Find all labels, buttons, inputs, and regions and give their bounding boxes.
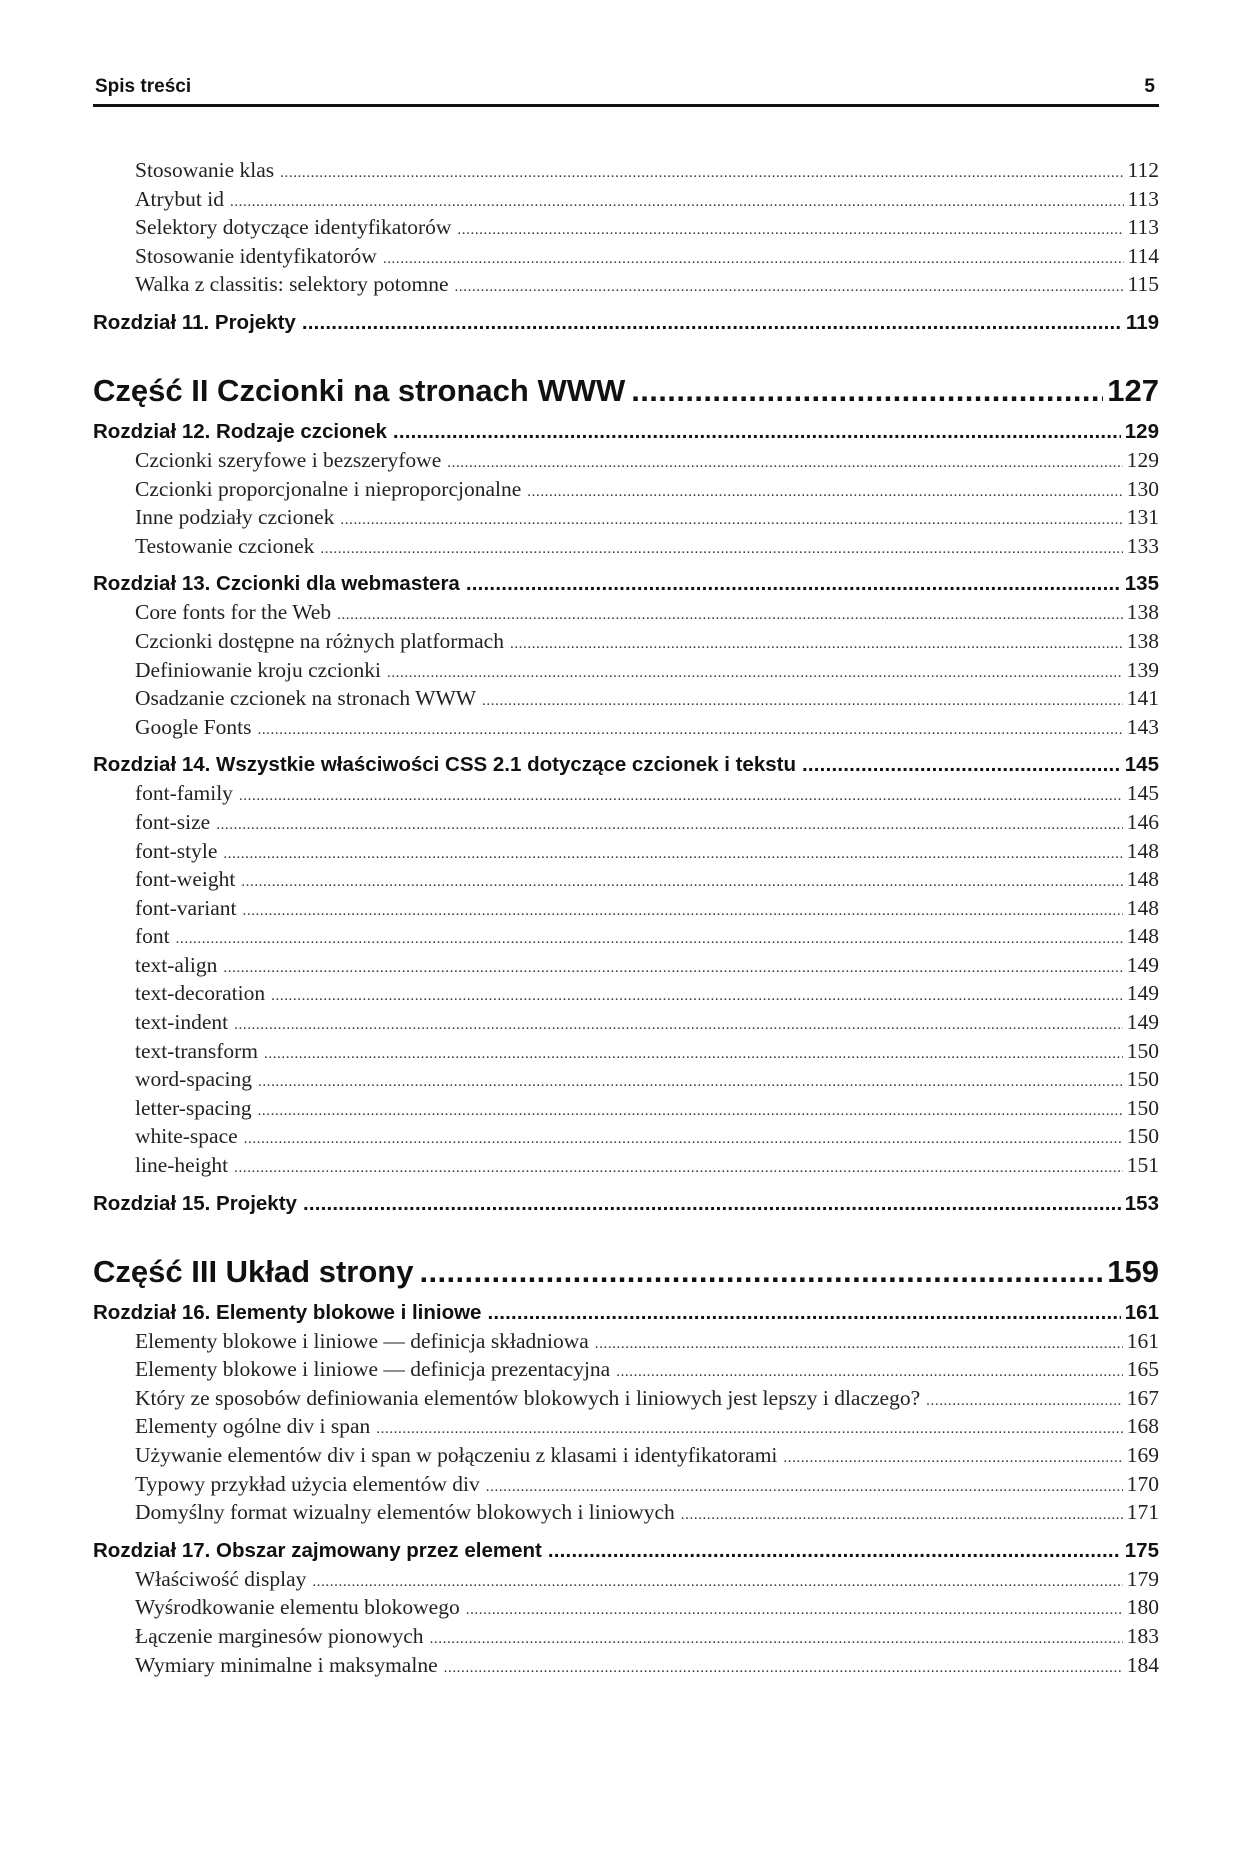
toc-entry-title: Wymiary minimalne i maksymalne — [135, 1652, 438, 1677]
dot-leader — [230, 188, 1124, 217]
toc-entry-title: Wyśrodkowanie elementu blokowego — [135, 1595, 460, 1620]
toc-entry-page-number: 141 — [1126, 686, 1159, 711]
dot-leader — [510, 630, 1123, 659]
toc-entry — [93, 213, 1159, 242]
toc-chapter-page-number: 119 — [1125, 310, 1159, 334]
toc-entry-page-number: 150 — [1126, 1124, 1159, 1149]
toc-entry — [93, 1327, 1159, 1356]
toc-entry-title: text-align — [135, 952, 218, 977]
toc-entry — [93, 1498, 1159, 1527]
toc-chapter-page-number: 135 — [1124, 572, 1159, 596]
toc-entry-title: font-style — [135, 838, 218, 863]
toc-entry-title: letter-spacing — [135, 1095, 252, 1120]
toc-entry-page-number: 148 — [1126, 838, 1159, 863]
toc-entry — [93, 185, 1159, 214]
toc-entry — [93, 1008, 1159, 1037]
toc-entry — [93, 446, 1159, 475]
toc-entry-page-number: 138 — [1126, 600, 1159, 625]
toc-entry — [93, 598, 1159, 627]
toc-entry — [93, 1441, 1159, 1470]
toc-entry — [93, 1651, 1159, 1680]
toc-entry-title: font-weight — [135, 867, 236, 892]
toc-entry — [93, 270, 1159, 299]
dot-leader — [487, 1298, 1120, 1327]
toc-entry-page-number: 113 — [1127, 215, 1159, 240]
dot-leader — [457, 216, 1123, 245]
toc-entry-title: Definiowanie kroju czcionki — [135, 657, 381, 682]
toc-entry-page-number: 161 — [1126, 1328, 1159, 1353]
toc-entry-title: Czcionki proporcjonalne i nieproporcjonalne — [135, 476, 522, 501]
toc-entry-title: Inne podziały czcionek — [135, 505, 335, 530]
toc-entry-page-number: 143 — [1126, 714, 1159, 739]
toc-entry-title: font-size — [135, 809, 211, 834]
toc-entry — [93, 865, 1159, 894]
dot-leader — [241, 868, 1122, 897]
toc-entry-title: Testowanie czcionek — [135, 533, 315, 558]
dot-leader — [239, 782, 1123, 811]
toc-entry-page-number: 151 — [1126, 1153, 1159, 1178]
dot-leader — [466, 569, 1121, 598]
toc-entry-page-number: 149 — [1126, 952, 1159, 977]
toc-entry — [93, 656, 1159, 685]
dot-leader — [337, 601, 1123, 630]
toc-entry-title: Czcionki dostępne na różnych platformach — [135, 628, 504, 653]
dot-leader — [302, 308, 1122, 337]
toc-chapter-page-number: 145 — [1124, 753, 1159, 777]
toc-entry-title: text-transform — [135, 1038, 258, 1063]
toc-entry-title: Selektory dotyczące identyfikatorów — [135, 215, 452, 240]
toc-entry-title: Atrybut id — [135, 186, 224, 211]
toc-entry-page-number: 130 — [1126, 476, 1159, 501]
toc-entry — [93, 1384, 1159, 1413]
dot-leader — [223, 840, 1122, 869]
dot-leader — [430, 1625, 1123, 1654]
toc-entry-title: Czcionki szeryfowe i bezszeryfowe — [135, 447, 442, 472]
dot-leader — [527, 478, 1122, 507]
dot-leader — [340, 506, 1122, 535]
toc-entry-page-number: 129 — [1126, 447, 1159, 472]
toc-entry-page-number: 150 — [1126, 1095, 1159, 1120]
toc-entry-title: Elementy blokowe i liniowe — definicja prezentacyjna — [135, 1357, 611, 1382]
toc-entry-page-number: 183 — [1126, 1623, 1159, 1648]
toc-chapter-page-number: 153 — [1124, 1191, 1159, 1215]
toc-entry-title: Core fonts for the Web — [135, 600, 332, 625]
dot-leader — [258, 1097, 1123, 1126]
dot-leader — [387, 659, 1123, 688]
toc-entry — [93, 242, 1159, 271]
toc-chapter-title: Rozdział 15. Projekty — [93, 1191, 297, 1215]
dot-leader — [264, 1040, 1123, 1069]
toc-entry — [93, 979, 1159, 1008]
dot-leader — [631, 371, 1103, 411]
toc-part-page-number: 127 — [1107, 372, 1159, 408]
toc-entry-title: white-space — [135, 1124, 238, 1149]
toc-entry-page-number: 145 — [1126, 781, 1159, 806]
toc-entry-page-number: 148 — [1126, 867, 1159, 892]
toc-entry — [93, 951, 1159, 980]
toc-entry — [93, 1094, 1159, 1123]
toc-entry-page-number: 113 — [1127, 186, 1159, 211]
dot-leader — [681, 1501, 1123, 1530]
dot-leader — [466, 1596, 1123, 1625]
toc-entry — [93, 1470, 1159, 1499]
toc-entry — [93, 837, 1159, 866]
toc-entry-page-number: 114 — [1127, 243, 1159, 268]
toc-entry — [93, 156, 1159, 185]
toc-entry-title: Elementy blokowe i liniowe — definicja składniowa — [135, 1328, 589, 1353]
dot-leader — [783, 1444, 1122, 1473]
toc-chapter — [93, 308, 1159, 337]
toc-entry — [93, 1065, 1159, 1094]
running-header — [93, 72, 1159, 107]
toc-entry — [93, 713, 1159, 742]
toc-entry-title: Łączenie marginesów pionowych — [135, 1623, 424, 1648]
dot-leader — [176, 925, 1123, 954]
dot-leader — [223, 954, 1122, 983]
dot-leader — [257, 716, 1122, 745]
toc-entry-page-number: 115 — [1127, 272, 1159, 297]
toc-entry — [93, 1565, 1159, 1594]
toc-part — [93, 371, 1159, 411]
toc-entry-title: Właściwość display — [135, 1566, 307, 1591]
toc-entry-title: Domyślny format wizualny elementów blokowych i liniowych — [135, 1500, 675, 1525]
dot-leader — [216, 811, 1123, 840]
dot-leader — [258, 1068, 1123, 1097]
toc-entry-title: line-height — [135, 1153, 229, 1178]
toc-entry — [93, 1037, 1159, 1066]
toc-entry-page-number: 169 — [1126, 1443, 1159, 1467]
toc-entry — [93, 684, 1159, 713]
toc-entry-title: font-variant — [135, 895, 237, 920]
toc-chapter-title: Rozdział 17. Obszar zajmowany przez element — [93, 1538, 542, 1562]
toc-entry — [93, 894, 1159, 923]
toc-entry — [93, 1593, 1159, 1622]
toc-chapter-title: Rozdział 14. Wszystkie właściwości CSS 2.1 dotyczące czcionek i tekstu — [93, 753, 796, 777]
dot-leader — [303, 1189, 1121, 1218]
dot-leader — [243, 897, 1123, 926]
toc-entry-page-number: 150 — [1126, 1067, 1159, 1092]
toc-entry — [93, 627, 1159, 656]
toc-entry-title: font-family — [135, 781, 233, 806]
toc-chapter — [93, 1298, 1159, 1327]
toc-chapter — [93, 569, 1159, 598]
toc-part-page-number: 159 — [1107, 1253, 1159, 1289]
toc-entry-page-number: 138 — [1126, 628, 1159, 653]
toc-entry-title: Osadzanie czcionek na stronach WWW — [135, 686, 477, 711]
toc-entry-page-number: 170 — [1126, 1471, 1159, 1496]
header-title: Spis treści — [95, 76, 192, 97]
toc-chapter-title: Rozdział 11. Projekty — [93, 310, 296, 334]
dot-leader — [234, 1154, 1123, 1183]
toc-entry — [93, 1412, 1159, 1441]
dot-leader — [447, 449, 1123, 478]
toc-entry — [93, 1151, 1159, 1180]
toc-entry-title: Typowy przykład użycia elementów div — [135, 1471, 480, 1496]
toc-entry-page-number: 148 — [1126, 895, 1159, 920]
toc-chapter-page-number: 161 — [1124, 1300, 1159, 1324]
toc-entry-page-number: 146 — [1126, 809, 1159, 834]
toc-entry — [93, 475, 1159, 504]
toc-entry-page-number: 179 — [1126, 1566, 1159, 1591]
dot-leader — [320, 535, 1122, 564]
toc-entry-page-number: 149 — [1126, 1010, 1159, 1035]
toc-chapter — [93, 1189, 1159, 1218]
toc-entry-page-number: 167 — [1126, 1385, 1159, 1410]
toc-entry — [93, 503, 1159, 532]
dot-leader — [419, 1252, 1103, 1292]
dot-leader — [455, 273, 1124, 302]
toc-entry — [93, 922, 1159, 951]
dot-leader — [444, 1654, 1123, 1683]
toc-entry-page-number: 150 — [1126, 1038, 1159, 1063]
toc-entry-page-number: 180 — [1126, 1595, 1159, 1620]
toc-entry — [93, 532, 1159, 561]
dot-leader — [802, 750, 1121, 779]
toc-entry-title: font — [135, 924, 170, 949]
toc-entry — [93, 1622, 1159, 1651]
toc-entry-title: Walka z classitis: selektory potomne — [135, 272, 449, 297]
toc-part-title: Część II Czcionki na stronach WWW — [93, 372, 626, 408]
toc-chapter-title: Rozdział 12. Rodzaje czcionek — [93, 419, 387, 443]
toc-entry-title: Który ze sposobów definiowania elementów blokowych i liniowych jest lepszy i dlaczego? — [135, 1385, 921, 1410]
toc-entry-title: Stosowanie identyfikatorów — [135, 243, 377, 268]
toc-entry-page-number: 184 — [1126, 1652, 1159, 1677]
toc-chapter — [93, 1536, 1159, 1565]
dot-leader — [486, 1473, 1123, 1502]
dot-leader — [383, 245, 1124, 274]
toc-chapter-title: Rozdział 13. Czcionki dla webmastera — [93, 572, 460, 596]
toc-entry-page-number: 139 — [1126, 657, 1159, 682]
toc-entry-title: Elementy ogólne div i span — [135, 1414, 371, 1439]
toc-part — [93, 1252, 1159, 1292]
toc-entry-title: word-spacing — [135, 1067, 253, 1092]
toc-entry-page-number: 112 — [1127, 158, 1159, 182]
toc-entry — [93, 1122, 1159, 1151]
dot-leader — [280, 159, 1123, 188]
toc-chapter — [93, 417, 1159, 446]
toc-entry-page-number: 149 — [1126, 981, 1159, 1006]
toc-entry — [93, 1355, 1159, 1384]
toc-entry-page-number: 133 — [1126, 533, 1159, 558]
toc-entry-title: Używanie elementów div i span w połączeniu z klasami i identyfikatorami — [135, 1443, 778, 1467]
toc-entry-title: text-indent — [135, 1010, 229, 1035]
toc-entry-page-number: 168 — [1126, 1414, 1159, 1439]
header-page-number: 5 — [1144, 76, 1155, 97]
dot-leader — [244, 1125, 1123, 1154]
toc-entry — [93, 808, 1159, 837]
toc-entry-title: Google Fonts — [135, 714, 252, 739]
dot-leader — [393, 417, 1121, 446]
toc-part-title: Część III Układ strony — [93, 1253, 414, 1289]
toc-entry-page-number: 165 — [1126, 1357, 1159, 1382]
dot-leader — [616, 1358, 1123, 1387]
dot-leader — [271, 982, 1123, 1011]
toc-entry-page-number: 148 — [1126, 924, 1159, 949]
toc-chapter — [93, 750, 1159, 779]
toc-chapter-page-number: 129 — [1124, 419, 1159, 443]
toc-entry-title: text-decoration — [135, 981, 266, 1006]
toc-entry-page-number: 171 — [1126, 1500, 1159, 1525]
table-of-contents — [93, 156, 1159, 1679]
dot-leader — [312, 1568, 1122, 1597]
dot-leader — [595, 1330, 1123, 1359]
dot-leader — [482, 687, 1123, 716]
dot-leader — [234, 1011, 1123, 1040]
toc-entry-page-number: 131 — [1126, 505, 1159, 530]
dot-leader — [926, 1387, 1123, 1416]
dot-leader — [376, 1415, 1122, 1444]
dot-leader — [548, 1536, 1121, 1565]
toc-entry-title: Stosowanie klas — [135, 158, 275, 182]
toc-chapter-page-number: 175 — [1124, 1538, 1159, 1562]
toc-entry — [93, 779, 1159, 808]
toc-chapter-title: Rozdział 16. Elementy blokowe i liniowe — [93, 1300, 482, 1324]
